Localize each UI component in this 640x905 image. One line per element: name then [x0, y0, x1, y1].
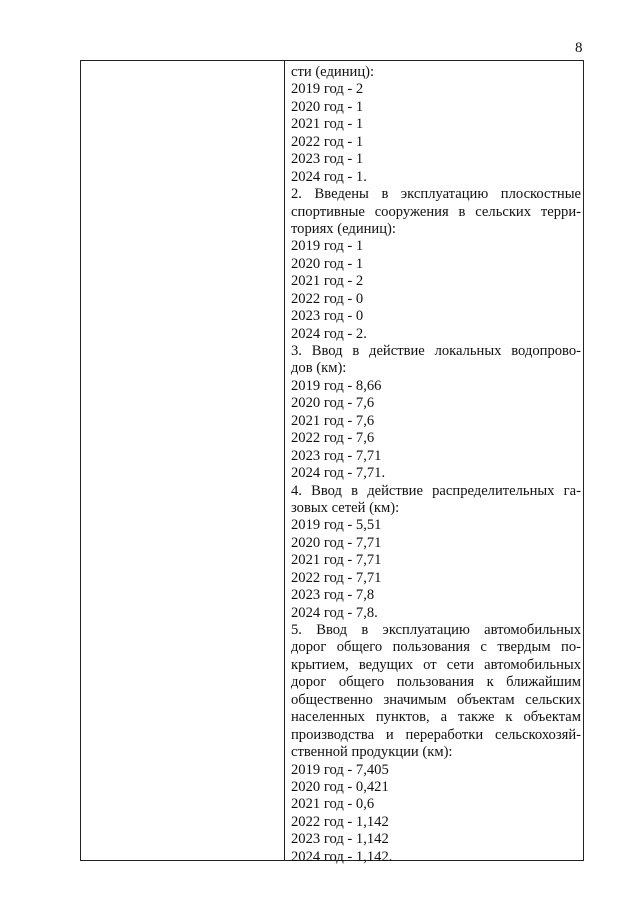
text-line: общественно значимым объектам сельских [291, 691, 581, 708]
text-line: 2020 год - 7,6 [291, 395, 375, 412]
column-divider [284, 61, 285, 860]
text-line: 2020 год - 1 [291, 98, 364, 115]
text-line: 5. Ввод в эксплуатацию автомобильных [291, 622, 581, 638]
text-line: 2021 год - 7,6 [291, 412, 375, 429]
text-line: 2019 год - 8,66 [291, 377, 382, 394]
text-line: 2024 год - 7,8. [291, 604, 378, 621]
text-line: 2021 год - 2 [291, 273, 364, 290]
text-line: 2022 год - 0 [291, 290, 364, 307]
text-line: 2019 год - 7,405 [291, 761, 389, 778]
text-line: дов (км): [291, 360, 347, 377]
table-right-cell [291, 64, 581, 866]
text-line: 2020 год - 1 [291, 255, 364, 272]
text-line: дорог общего пользования с твердым по- [291, 639, 581, 656]
text-line: крытием, ведущих от сети автомобильных [291, 656, 581, 673]
text-line: 2024 год - 1,142. [291, 848, 393, 865]
text-line: 2023 год - 0 [291, 308, 364, 325]
text-line: 2021 год - 1 [291, 116, 364, 133]
text-line: ственной продукции (км): [291, 744, 453, 761]
text-line: 2022 год - 7,71 [291, 569, 382, 586]
text-line: 2023 год - 1 [291, 151, 364, 168]
text-line: зовых сетей (км): [291, 499, 400, 516]
text-line: производства и переработки сельскохозяй- [291, 726, 581, 743]
text-line: 2022 год - 7,6 [291, 430, 375, 447]
table-left-cell [81, 61, 284, 860]
text-line: 2024 год - 1. [291, 168, 367, 185]
text-line: дорог общего пользования к ближайшим [291, 674, 581, 691]
text-line: 2023 год - 1,142 [291, 831, 389, 848]
document-table [80, 60, 584, 865]
text-line: 2. Введены в эксплуатацию плоскостные [291, 186, 581, 203]
text-line: 2021 год - 0,6 [291, 796, 375, 813]
text-line: 2020 год - 7,71 [291, 534, 382, 551]
text-line: 2021 год - 7,71 [291, 552, 382, 569]
text-line: 2024 год - 7,71. [291, 465, 386, 482]
text-line: ториях (единиц): [291, 220, 396, 237]
text-line: 2020 год - 0,421 [291, 778, 389, 795]
text-line: 2022 год - 1 [291, 133, 364, 150]
text-line: спортивные сооружения в сельских терри- [291, 203, 581, 220]
page-number: 8 [575, 40, 583, 56]
text-line: 3. Ввод в действие локальных водопрово- [291, 343, 581, 359]
text-line: сти (единиц): [291, 64, 375, 80]
text-line: 2019 год - 1 [291, 238, 364, 255]
text-line: 2019 год - 2 [291, 81, 364, 98]
text-line: населенных пунктов, а также к объектам [291, 709, 581, 726]
text-line: 2023 год - 7,71 [291, 447, 382, 464]
text-line: 2022 год - 1,142 [291, 813, 389, 830]
text-line: 2019 год - 5,51 [291, 517, 382, 534]
text-line: 2023 год - 7,8 [291, 587, 375, 604]
text-line: 4. Ввод в действие распределительных га- [291, 482, 581, 499]
text-line: 2024 год - 2. [291, 325, 367, 342]
